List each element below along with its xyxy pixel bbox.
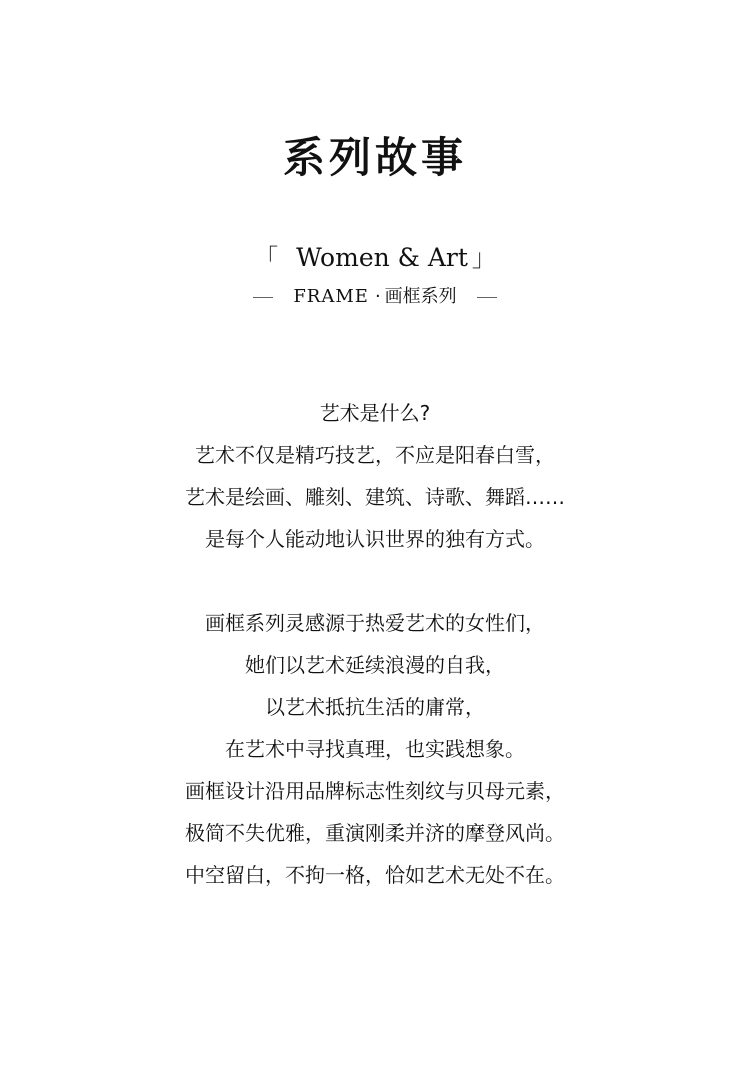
- text-line: 在艺术中寻找真理，也实践想象。: [225, 737, 525, 761]
- text-line: 她们以艺术延续浪漫的自我，: [245, 653, 505, 677]
- frame-separator: ·: [374, 286, 381, 307]
- paragraph-1: [0, 392, 750, 560]
- paragraph-2: [0, 602, 750, 896]
- close-bracket: 」: [471, 244, 496, 272]
- left-dash-divider: [253, 297, 273, 298]
- text-line: 画框系列灵感源于热爱艺术的女性们，: [205, 611, 545, 635]
- text-line: 中空留白，不拘一格，恰如艺术无处不在。: [185, 863, 565, 887]
- frame-label-en: FRAME: [293, 286, 369, 307]
- frame-label-cn: 画框系列: [384, 286, 457, 307]
- series-name-line: [0, 238, 750, 278]
- page-title: 系列故事: [282, 133, 467, 182]
- text-line: 艺术不仅是精巧技艺，不应是阳春白雪，: [195, 443, 555, 467]
- open-bracket: 「: [254, 244, 279, 272]
- text-line: 画框设计沿用品牌标志性刻纹与贝母元素，: [185, 779, 565, 803]
- text-line: 极简不失优雅，重演刚柔并济的摩登风尚。: [185, 821, 565, 845]
- text-line: 艺术是绘画、雕刻、建筑、诗歌、舞蹈……: [185, 485, 565, 509]
- right-dash-divider: [477, 297, 497, 298]
- text-line: 是每个人能动地认识世界的独有方式。: [205, 527, 545, 551]
- series-name: Women & Art: [296, 243, 468, 272]
- text-line: 以艺术抵抗生活的庸常，: [265, 695, 485, 719]
- text-line: 艺术是什么?: [319, 401, 431, 425]
- frame-subtitle: [0, 282, 750, 312]
- paragraph-gap: [0, 560, 750, 602]
- story-text: [0, 392, 750, 896]
